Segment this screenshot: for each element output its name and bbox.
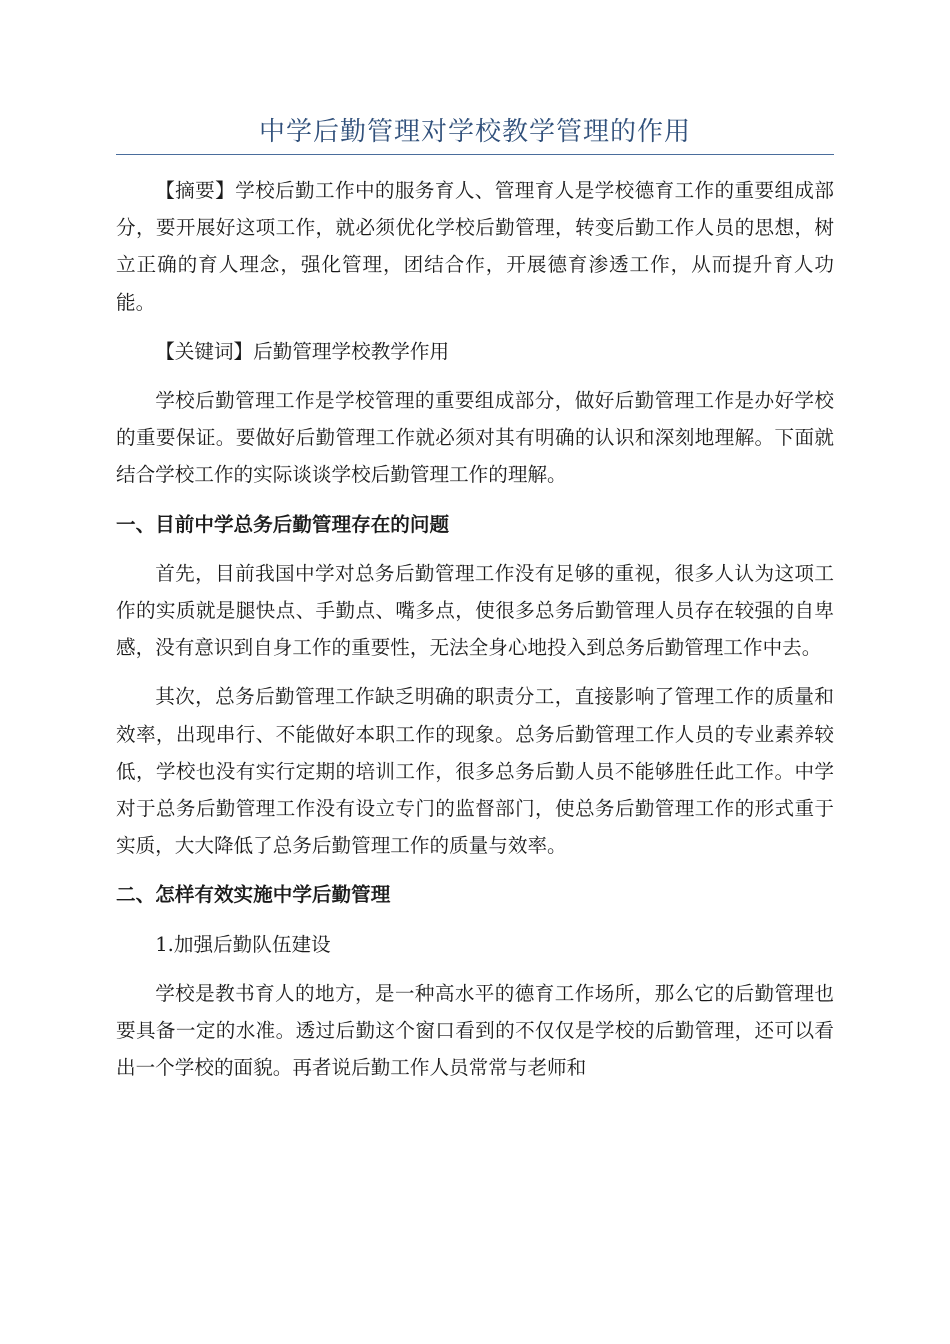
document-body [116,172,834,1098]
section1-paragraph-2: 其次，总务后勤管理工作缺乏明确的职责分工，直接影响了管理工作的质量和效率，出现串行、不能做好本职工作的现象。总务后勤管理工作人员的专业素养较低，学校也没有实行定期的培训工作，很多总务后勤人员不能够胜任此工作。中学对于总务后勤管理工作没有设立专门的监督部门，使总务后勤管理工作的形式重于实质，大大降低了总务后勤管理工作的质量与效率。 [116,685,834,858]
section-heading-1: 一、目前中学总务后勤管理存在的问题 [116,512,450,536]
keywords-paragraph: 【关键词】后勤管理学校教学作用 [155,339,450,363]
section-heading-2: 二、怎样有效实施中学后勤管理 [116,883,391,907]
section1-paragraph-1: 首先，目前我国中学对总务后勤管理工作没有足够的重视，很多人认为这项工作的实质就是腿快点、手勤点、嘴多点，使很多总务后勤管理人员存在较强的自卑感，没有意识到自身工作的重要性，无法全身心地投入到总务后勤管理工作中去。 [116,561,834,660]
title-underline [116,154,834,155]
abstract-paragraph: 【摘要】学校后勤工作中的服务育人、管理育人是学校德育工作的重要组成部分，要开展好这项工作，就必须优化学校后勤管理，转变后勤工作人员的思想，树立正确的育人理念，强化管理，团结合作，开展德育渗透工作，从而提升育人功能。 [116,179,834,314]
section2-paragraph-1: 学校是教书育人的地方，是一种高水平的德育工作场所，那么它的后勤管理也要具备一定的水准。透过后勤这个窗口看到的不仅仅是学校的后勤管理，还可以看出一个学校的面貌。再者说后勤工作人员常常与老师和 [116,981,834,1080]
subsection-heading-1: 1.加强后勤队伍建设 [155,932,331,956]
document-title: 中学后勤管理对学校教学管理的作用 [258,117,691,147]
intro-paragraph: 学校后勤管理工作是学校管理的重要组成部分，做好后勤管理工作是办好学校的重要保证。要做好后勤管理工作就必须对其有明确的认识和深刻地理解。下面就结合学校工作的实际谈谈学校后勤管理工作的理解。 [116,389,834,487]
